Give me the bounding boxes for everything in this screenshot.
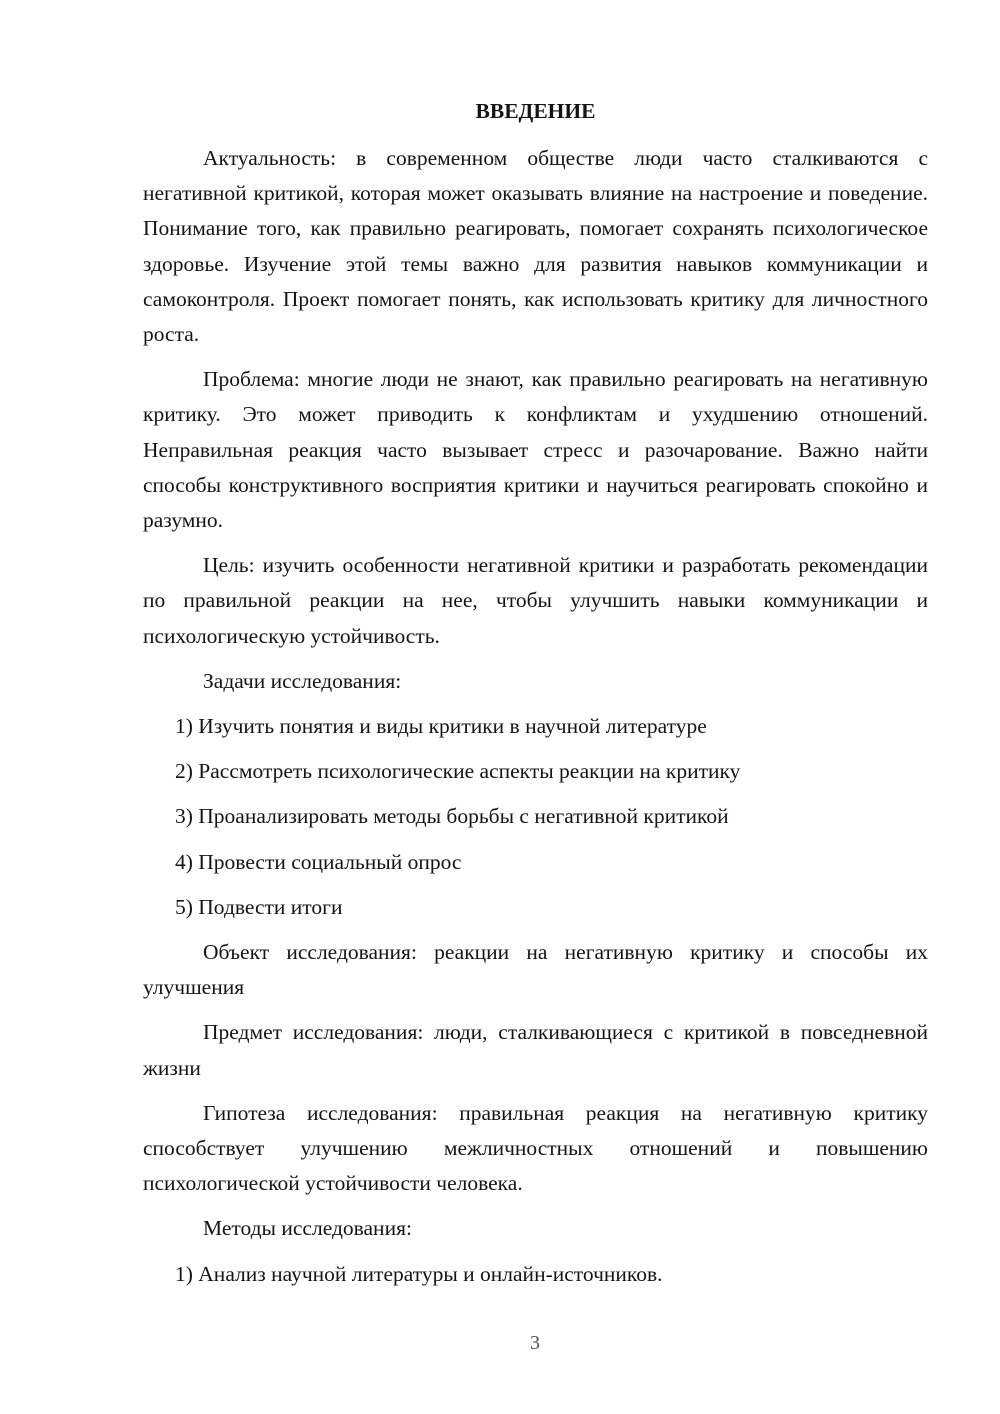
- relevance-paragraph: Актуальность: в современном обществе люди часто сталкиваются с негативной критикой, которая может оказывать влияние на настроение и поведение. Понимание того, как правильно реагировать, помогает сохранять психологическое здоровье. Изучение этой темы важно для развития навыков коммуникации и самоконтроля. Проект помогает понять, как использовать критику для личностного роста.: [143, 146, 928, 347]
- method-item: 1) Анализ научной литературы и онлайн-источников.: [175, 1261, 663, 1286]
- task-item: 1) Изучить понятия и виды критики в научной литературе: [175, 714, 707, 739]
- object-paragraph: Объект исследования: реакции на негативную критику и способы их улучшения: [143, 940, 928, 1000]
- methods-list: [143, 1257, 928, 1292]
- tasks-label: Задачи исследования:: [203, 668, 402, 693]
- problem-paragraph: Проблема: многие люди не знают, как правильно реагировать на негативную критику. Это может приводить к конфликтам и ухудшению отношений. Неправильная реакция часто вызывает стресс и разочарование. Важно найти способы конструктивного восприятия критики и научиться реагировать спокойно и разумно.: [143, 367, 928, 533]
- task-item: 2) Рассмотреть психологические аспекты реакции на критику: [175, 759, 741, 784]
- methods-label: Методы исследования:: [203, 1216, 412, 1241]
- page-content: [143, 94, 928, 1302]
- task-item: 5) Подвести итоги: [175, 894, 343, 919]
- section-heading: ВВЕДЕНИЕ: [475, 99, 596, 123]
- tasks-list: [143, 709, 928, 925]
- task-item: 4) Провести социальный опрос: [175, 849, 462, 874]
- hypothesis-paragraph: Гипотеза исследования: правильная реакция на негативную критику способствует улучшению межличностных отношений и повышению психологической устойчивости человека.: [143, 1100, 928, 1196]
- subject-paragraph: Предмет исследования: люди, сталкивающиеся с критикой в повседневной жизни: [143, 1020, 928, 1080]
- task-item: 3) Проанализировать методы борьбы с негативной критикой: [175, 804, 729, 829]
- goal-paragraph: Цель: изучить особенности негативной критики и разработать рекомендации по правильной реакции на нее, чтобы улучшить навыки коммуникации и психологическую устойчивость.: [143, 553, 928, 648]
- page-number: 3: [530, 1332, 540, 1354]
